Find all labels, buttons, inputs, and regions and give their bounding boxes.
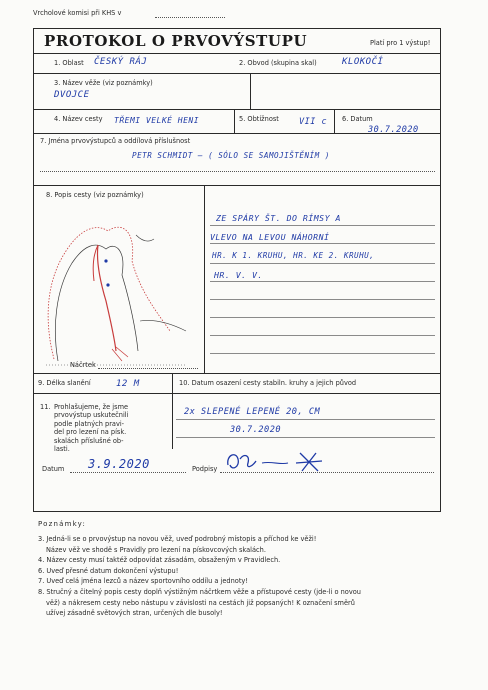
divider — [250, 73, 251, 109]
declaration-number: 11. — [40, 403, 51, 411]
page-title: PROTOKOL O PRVOVÝSTUPU — [44, 32, 308, 50]
oblast-label: 1. Oblast — [54, 59, 84, 67]
anchors-value-line2: 30.7.2020 — [230, 425, 282, 435]
climbers-label: 7. Jména prvovýstupců a oddílová příslušnost — [40, 137, 191, 145]
route-name-value: TŘEMI VELKÉ HENI — [114, 116, 200, 125]
anchors-value-line1: 2x SLEPENÉ LEPENÉ 20, CM — [184, 407, 321, 417]
note-item: 6. Uveď přesné datum dokončení výstupu! — [38, 566, 179, 575]
commission-dots — [155, 17, 225, 18]
divider — [34, 109, 440, 110]
climbers-value: PETR SCHMIDT – ( SÓLO SE SAMOJIŠTĚNÍM ) — [132, 151, 330, 160]
divider — [34, 73, 440, 74]
anchors-label: 10. Datum osazení cesty stabiln. kruhy a jejich původ — [179, 379, 357, 387]
divider — [234, 109, 235, 133]
signature-icon — [222, 447, 342, 475]
notes-title: Poznámky: — [38, 520, 87, 528]
route-description-label: 8. Popis cesty (viz poznámky) — [46, 191, 144, 199]
divider — [34, 133, 440, 134]
description-text-2: VLEVO NA LEVOU NÁHORNÍ — [210, 232, 330, 242]
protocol-form — [33, 28, 441, 512]
obvod-label: 2. Obvod (skupina skal) — [239, 59, 317, 67]
sketch-label: Náčrtek — [70, 361, 96, 369]
date-value: 30.7.2020 — [368, 125, 419, 135]
obvod-value: KLOKOČÍ — [342, 57, 384, 67]
note-item: 4. Název cesty musí taktéž odpovídat zásadám, obsaženým v Pravidlech. — [38, 556, 281, 565]
declaration-text: Prohlašujeme, že jsme prvovýstup uskutečnili podle platných pravi- del pro lezení na písk. skalách příslušné ob- lasti. — [54, 403, 129, 454]
note-item: 3. Jedná-li se o prvovýstup na novou věž, uveď podrobný místopis a příchod ke věži! — [38, 535, 317, 543]
note-item: Název věž ve shodě s Pravidly pro lezení na pískovcových skalách. — [46, 545, 266, 554]
description-line — [210, 353, 435, 354]
description-line — [210, 281, 435, 282]
note-item: věž) a nákresem cesty nebo nástupu v závislosti na cestách již popsaných! K označení směrů — [46, 598, 355, 607]
description-text-4: HR. V. V. — [214, 270, 263, 280]
rappel-length-label: 9. Délka slanění — [38, 379, 91, 387]
description-line — [210, 335, 435, 336]
validity-note: Platí pro 1 výstup! — [370, 39, 431, 47]
signature-date-value: 3.9.2020 — [88, 457, 150, 471]
signature-date-label: Datum — [42, 465, 65, 473]
note-item: 8. Stručný a čitelný popis cesty doplň výstižným náčrtkem věže a přístupové cesty (jde-li o novou — [38, 587, 361, 596]
anchors-line — [176, 437, 435, 438]
description-text-3: HR. K 1. KRUHU, HR. KE 2. KRUHU, — [212, 251, 375, 260]
divider — [34, 53, 440, 54]
description-line — [210, 317, 435, 318]
description-line — [210, 263, 435, 264]
divider — [34, 393, 440, 394]
description-text-1: ZE SPÁRY ŠT. DO RÍMSY A — [216, 213, 341, 223]
climbers-dots — [40, 171, 435, 172]
tower-name-label: 3. Název věže (viz poznámky) — [54, 79, 153, 87]
difficulty-value: VII c — [299, 117, 328, 127]
note-item: 7. Uveď celá jména lezců a název sportovního oddílu a jednoty! — [38, 577, 248, 586]
notes-list — [38, 534, 361, 619]
divider — [34, 373, 440, 374]
tower-name-value: DVOJCE — [54, 90, 90, 100]
commission-label: Vrcholové komisi při KHS v — [33, 9, 122, 17]
route-name-label: 4. Název cesty — [54, 115, 103, 123]
divider — [172, 373, 173, 393]
divider — [34, 185, 440, 186]
divider — [204, 185, 205, 373]
sketch-dots — [98, 368, 198, 369]
divider — [334, 109, 335, 133]
note-item: užívej zásadně světových stran, určených dle busoly! — [46, 609, 223, 618]
difficulty-label: 5. Obtížnost — [239, 115, 279, 123]
oblast-value: ČESKÝ RÁJ — [94, 57, 148, 67]
date-label: 6. Datum — [342, 115, 373, 123]
description-line — [210, 243, 435, 244]
date-dots — [70, 472, 186, 473]
description-line — [210, 299, 435, 300]
anchors-line — [176, 419, 435, 420]
tower-sketch-icon — [36, 201, 202, 371]
description-line — [210, 225, 435, 226]
rappel-length-value: 12 M — [116, 379, 140, 389]
signatures-label: Podpisy — [192, 465, 218, 473]
divider — [172, 393, 173, 449]
